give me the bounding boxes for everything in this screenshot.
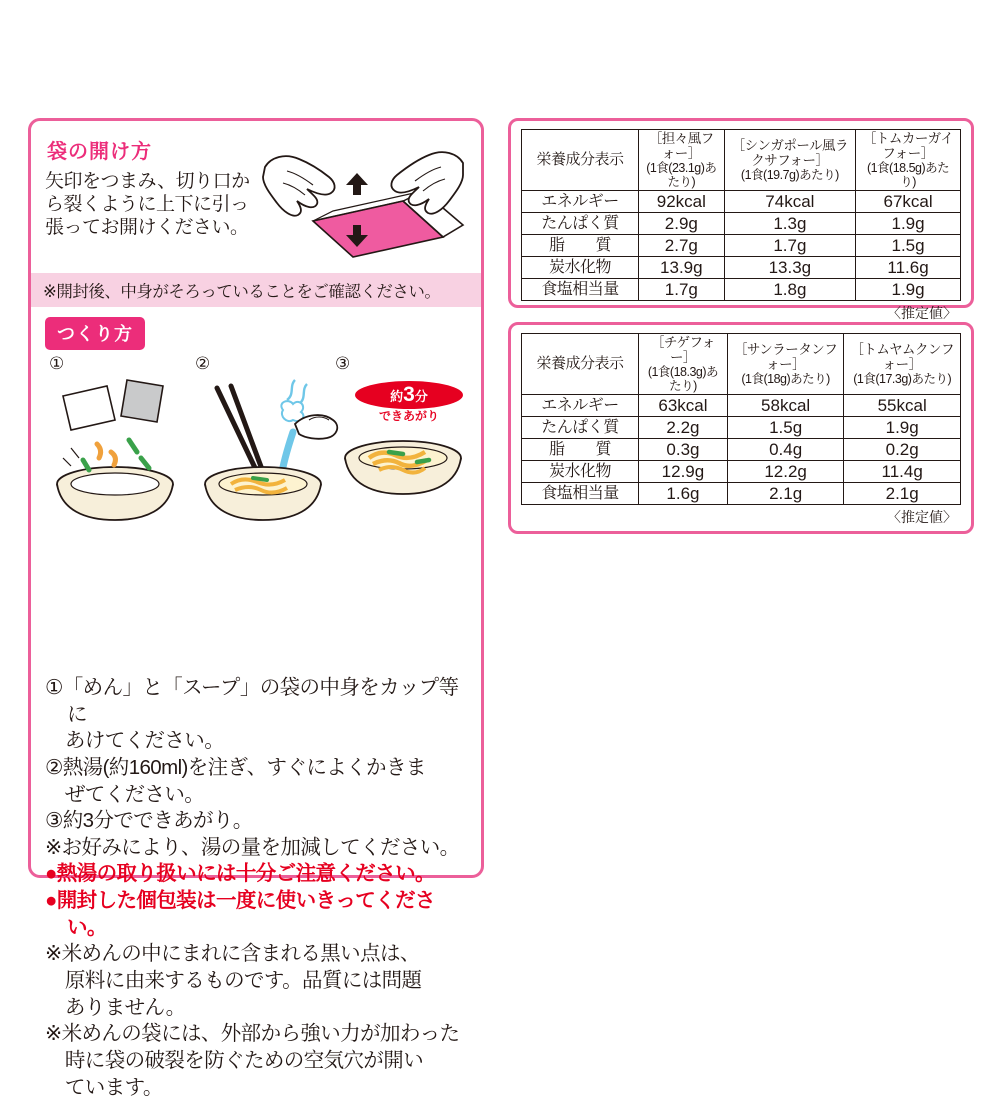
cell-value: 1.9g [844, 417, 961, 439]
nutrition-header-label: 栄養成分表示 [522, 130, 639, 191]
note-line: ※米めんの袋には、外部から強い力が加わった [45, 1022, 460, 1046]
note-line: 時に袋の破裂を防ぐための空気穴が開い [45, 1048, 424, 1072]
cell-value: 0.2g [844, 439, 961, 461]
step-3 [331, 354, 477, 530]
cell-value: 0.4g [727, 439, 843, 461]
how-to-make-title: つくり方 [45, 317, 145, 350]
confirm-contents-note [31, 273, 481, 307]
table-row [522, 439, 961, 461]
finished-bowl-illustration [331, 418, 477, 518]
warning-line: ●開封した個包装は一度に使いきってください。 [45, 889, 435, 939]
instruction-line: ②熱湯(約160ml)を注ぎ、すぐによくかきま [45, 755, 426, 779]
step-2 [191, 354, 337, 530]
cell-value: 58kcal [727, 395, 843, 417]
nutrition-header-label: 栄養成分表示 [522, 334, 639, 395]
note-line: ています。 [45, 1075, 163, 1099]
row-label: 食塩相当量 [522, 483, 639, 505]
cell-value: 11.4g [844, 461, 961, 483]
cell-value: 2.9g [639, 213, 725, 235]
table-row [522, 417, 961, 439]
step-2-number: ② [195, 354, 211, 373]
cell-value: 0.3g [639, 439, 728, 461]
step-3-number: ③ [335, 354, 351, 373]
cell-value: 2.7g [639, 235, 725, 257]
cell-value: 1.9g [856, 279, 961, 301]
step-1 [45, 354, 191, 530]
row-label: たんぱく質 [522, 417, 639, 439]
note-line: ※米めんの中にまれに含まれる黒い点は、 [45, 942, 420, 966]
table-row [522, 213, 961, 235]
cell-value: 67kcal [856, 191, 961, 213]
how-to-open-title: 袋の開け方 [47, 141, 152, 163]
cell-value: 12.2g [727, 461, 843, 483]
estimate-footnote: 〈推定値〉 [887, 305, 957, 322]
column-header: ［トムヤムクンフォー］ (1食(17.3g)あたり) [844, 334, 961, 395]
table-row [522, 257, 961, 279]
row-label: 脂 質 [522, 235, 639, 257]
row-label: たんぱく質 [522, 213, 639, 235]
cell-value: 13.3g [724, 257, 855, 279]
row-label: エネルギー [522, 191, 639, 213]
cell-value: 2.1g [844, 483, 961, 505]
instruction-line: ①「めん」と「スープ」の袋の中身をカップ等に [45, 676, 459, 726]
how-to-make-section [31, 307, 481, 1099]
table-row [522, 461, 961, 483]
instruction-line: あけてください。 [45, 729, 225, 753]
cell-value: 92kcal [639, 191, 725, 213]
column-header: ［トムカーガイフォー］ (1食(18.5g)あたり) [856, 130, 961, 191]
instruction-line: ぜてください。 [45, 782, 205, 806]
instruction-line: ③約3分でできあがり。 [45, 809, 253, 833]
table-row [522, 191, 961, 213]
row-label: 炭水化物 [522, 257, 639, 279]
cell-value: 12.9g [639, 461, 728, 483]
cell-value: 2.1g [727, 483, 843, 505]
cell-value: 13.9g [639, 257, 725, 279]
row-label: 炭水化物 [522, 461, 639, 483]
estimate-footnote: 〈推定値〉 [887, 509, 957, 526]
table-header-row [522, 130, 961, 191]
how-to-open-section [31, 121, 481, 273]
cell-value: 1.9g [856, 213, 961, 235]
row-label: 食塩相当量 [522, 279, 639, 301]
cell-value: 1.5g [856, 235, 961, 257]
nutrition-table-1 [521, 129, 961, 301]
pour-packets-into-cup-illustration [45, 374, 191, 526]
step-1-number: ① [49, 354, 65, 373]
cell-value: 2.2g [639, 417, 728, 439]
preparation-instructions [45, 675, 471, 1101]
column-header: ［サンラータンフォー］ (1食(18g)あたり) [727, 334, 843, 395]
table-row [522, 279, 961, 301]
column-header: ［チゲフォー］ (1食(18.3g)あたり) [639, 334, 728, 395]
table-row [522, 395, 961, 417]
table-row [522, 483, 961, 505]
row-label: エネルギー [522, 395, 639, 417]
column-header: ［担々風フォー］ (1食(23.1g)あたり) [639, 130, 725, 191]
cell-value: 1.6g [639, 483, 728, 505]
warning-line: ●熱湯の取り扱いには十分ご注意ください。 [45, 862, 435, 886]
nutrition-panel-2 [508, 322, 974, 534]
table-header-row [522, 334, 961, 395]
hands-tearing-package-illustration [257, 133, 471, 263]
cell-value: 1.3g [724, 213, 855, 235]
instruction-line: ※お好みにより、湯の量を加減してください。 [45, 835, 460, 859]
cell-value: 1.7g [724, 235, 855, 257]
cell-value: 1.8g [724, 279, 855, 301]
row-label: 脂 質 [522, 439, 639, 461]
pour-hot-water-and-stir-illustration [191, 374, 341, 526]
svg-text:約3分: 約3分 [390, 383, 428, 406]
column-header: ［シンガポール風ラクサフォー］ (1食(19.7g)あたり) [724, 130, 855, 191]
cell-value: 55kcal [844, 395, 961, 417]
svg-text:できあがり: できあがり [378, 409, 440, 423]
confirm-contents-text: ※開封後、中身がそろっていることをご確認ください。 [43, 283, 441, 301]
note-line: ありません。 [45, 995, 186, 1019]
cell-value: 11.6g [856, 257, 961, 279]
nutrition-panel-1 [508, 118, 974, 322]
cell-value: 1.7g [639, 279, 725, 301]
cell-value: 74kcal [724, 191, 855, 213]
instructions-panel [28, 118, 484, 1099]
steps-illustrations [31, 354, 481, 532]
nutrition-table-2 [521, 333, 961, 505]
cell-value: 63kcal [639, 395, 728, 417]
cell-value: 1.5g [727, 417, 843, 439]
note-line: 原料に由来するものです。品質には問題 [45, 969, 422, 993]
table-row [522, 235, 961, 257]
how-to-open-text: 矢印をつまみ、切り口から裂くように上下に引っ張ってお開けください。 [45, 171, 250, 239]
